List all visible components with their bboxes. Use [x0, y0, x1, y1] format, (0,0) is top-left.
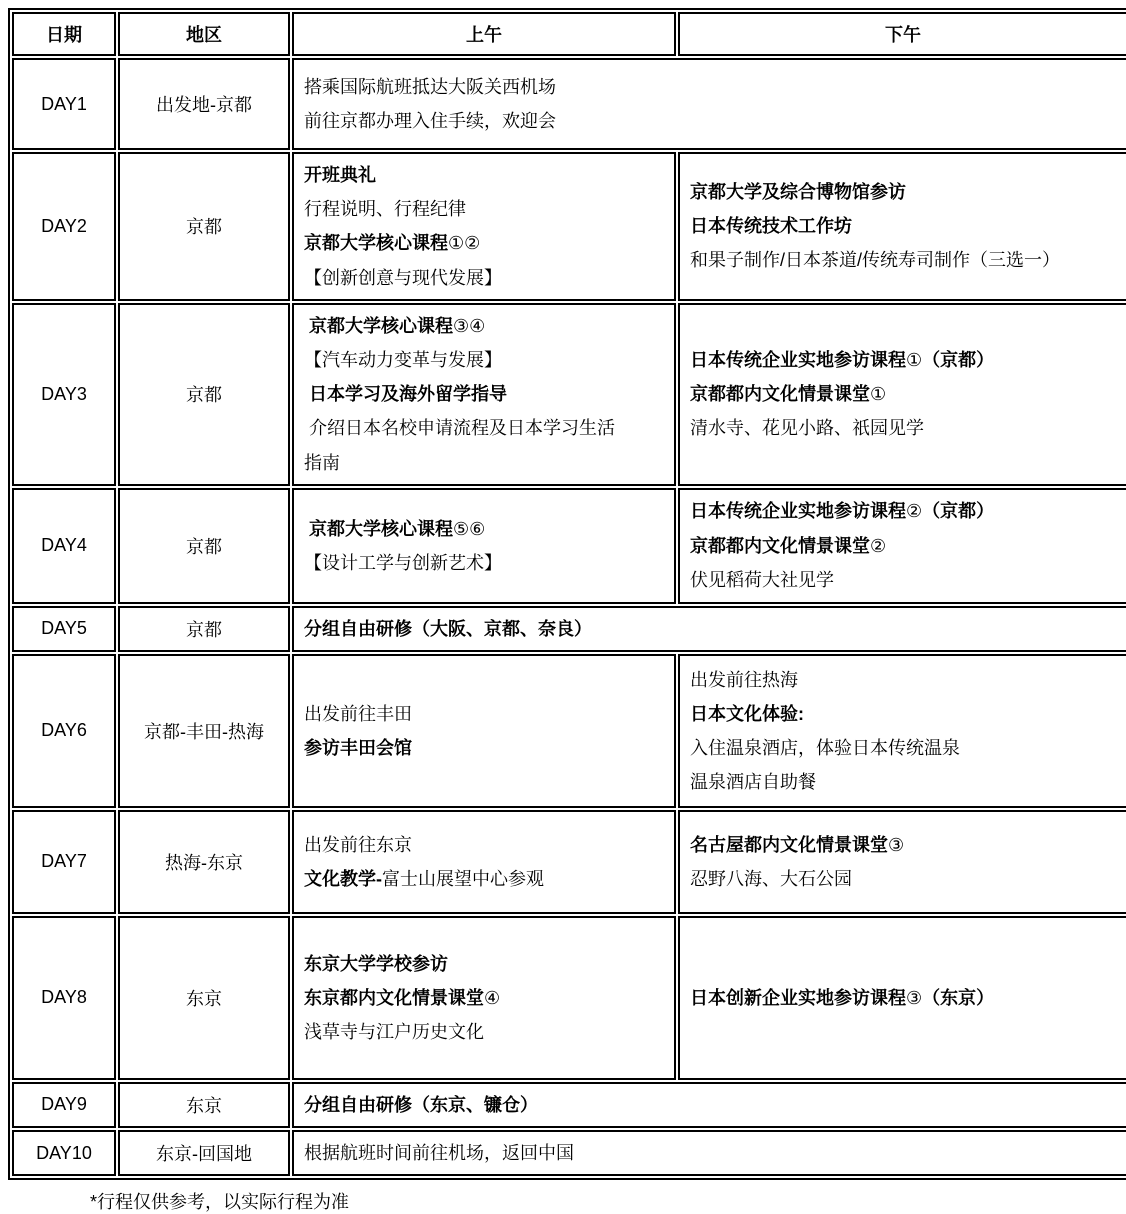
footnote: *行程仅供参考，以实际行程为准 [90, 1192, 350, 1213]
text-line: 日本文化体验: [690, 703, 804, 724]
text-line: 搭乘国际航班抵达大阪关西机场 [304, 76, 556, 97]
text-line: 京都大学及综合博物馆参访 [690, 182, 906, 203]
day-cell: DAY1 [12, 58, 116, 150]
day-cell: DAY4 [12, 488, 116, 604]
text-line: 日本传统企业实地参访课程①（京都） [690, 349, 995, 370]
table-row [12, 654, 1126, 808]
column-header-region: 地区 [118, 12, 290, 56]
afternoon-cell [678, 916, 1126, 1080]
region-cell: 东京 [118, 916, 290, 1080]
afternoon-cell [678, 303, 1126, 486]
region-cell: 热海-东京 [118, 810, 290, 914]
text-line: 出发前往丰田 [304, 703, 412, 724]
afternoon-cell [678, 488, 1126, 604]
day-cell: DAY7 [12, 810, 116, 914]
text-line: 【汽车动力变革与发展】 [304, 349, 502, 370]
text-line: 和果子制作/日本茶道/传统寿司制作（三选一） [690, 250, 1060, 271]
text-line: 开班典礼 [304, 165, 376, 185]
text-line: 文化教学-富士山展望中心参观 [304, 868, 544, 889]
text-line: 参访丰田会馆 [304, 737, 412, 758]
text-line: 介绍日本名校申请流程及日本学习生活 [304, 418, 616, 439]
text-line: 伏见稻荷大社见学 [690, 569, 834, 590]
table-row [12, 152, 1126, 301]
table-row [12, 58, 1126, 150]
text-line: 分组自由研修（东京、镰仓） [304, 1094, 538, 1115]
region-cell: 京都-丰田-热海 [118, 654, 290, 808]
text-line: 出发前往东京 [304, 834, 412, 855]
morning-cell [292, 654, 676, 808]
region-cell: 出发地-京都 [118, 58, 290, 150]
text-line: 京都大学核心课程①② [304, 233, 481, 254]
table-row [12, 606, 1126, 652]
text-line: 忍野八海、大石公园 [690, 868, 852, 889]
region-cell: 京都 [118, 303, 290, 486]
table-row [12, 303, 1126, 486]
region-cell: 京都 [118, 488, 290, 604]
region-cell: 东京-回国地 [118, 1130, 290, 1176]
text-line: 出发前往热海 [690, 669, 798, 690]
region-cell: 京都 [118, 152, 290, 301]
text-line: 东京都内文化情景课堂④ [304, 987, 501, 1008]
table-row [12, 1082, 1126, 1128]
afternoon-cell [678, 810, 1126, 914]
itinerary-table [8, 8, 1126, 1180]
text-line: 京都大学核心课程⑤⑥ [304, 518, 486, 539]
text-line: 入住温泉酒店，体验日本传统温泉 [690, 737, 960, 758]
table-row [12, 810, 1126, 914]
full-span-cell [292, 606, 1126, 652]
column-header-date: 日期 [12, 12, 116, 56]
text-line: 京都大学核心课程③④ [304, 315, 486, 336]
region-cell: 京都 [118, 606, 290, 652]
text-line: 京都都内文化情景课堂② [690, 535, 887, 556]
column-header-morning: 上午 [292, 12, 676, 56]
afternoon-cell [678, 152, 1126, 301]
text-line: 日本创新企业实地参访课程③（东京） [690, 987, 995, 1008]
text-line: 【设计工学与创新艺术】 [304, 552, 502, 573]
full-span-cell [292, 58, 1126, 150]
header-row [12, 12, 1126, 56]
text-line: 清水寺、花见小路、祇园见学 [690, 418, 924, 439]
text-line: 日本传统企业实地参访课程②（京都） [690, 501, 995, 522]
morning-cell [292, 810, 676, 914]
full-span-cell [292, 1082, 1126, 1128]
text-line: 行程说明、行程纪律 [304, 199, 466, 220]
text-line: 【创新创意与现代发展】 [304, 267, 502, 288]
region-cell: 东京 [118, 1082, 290, 1128]
table-row [12, 488, 1126, 604]
column-header-afternoon: 下午 [678, 12, 1126, 56]
text-line: 东京大学学校参访 [304, 953, 448, 974]
text-line: 指南 [304, 452, 340, 473]
morning-cell [292, 916, 676, 1080]
full-span-cell [292, 1130, 1126, 1176]
day-cell: DAY6 [12, 654, 116, 808]
table-body [12, 58, 1126, 1176]
day-cell: DAY8 [12, 916, 116, 1080]
table-row [12, 916, 1126, 1080]
table-row [12, 1130, 1126, 1176]
text-line: 根据航班时间前往机场，返回中国 [304, 1143, 574, 1164]
day-cell: DAY10 [12, 1130, 116, 1176]
afternoon-cell [678, 654, 1126, 808]
morning-cell [292, 488, 676, 604]
text-line: 名古屋都内文化情景课堂③ [690, 834, 905, 855]
text-line: 分组自由研修（大阪、京都、奈良） [304, 618, 592, 639]
day-cell: DAY9 [12, 1082, 116, 1128]
morning-cell [292, 303, 676, 486]
text-line: 浅草寺与江户历史文化 [304, 1021, 484, 1042]
morning-cell [292, 152, 676, 301]
text-line: 京都都内文化情景课堂① [690, 384, 887, 405]
day-cell: DAY5 [12, 606, 116, 652]
text-line: 温泉酒店自助餐 [690, 772, 816, 793]
text-line: 日本传统技术工作坊 [690, 216, 852, 237]
day-cell: DAY2 [12, 152, 116, 301]
text-line: 日本学习及海外留学指导 [304, 384, 508, 405]
text-line: 前往京都办理入住手续，欢迎会 [304, 111, 556, 131]
day-cell: DAY3 [12, 303, 116, 486]
